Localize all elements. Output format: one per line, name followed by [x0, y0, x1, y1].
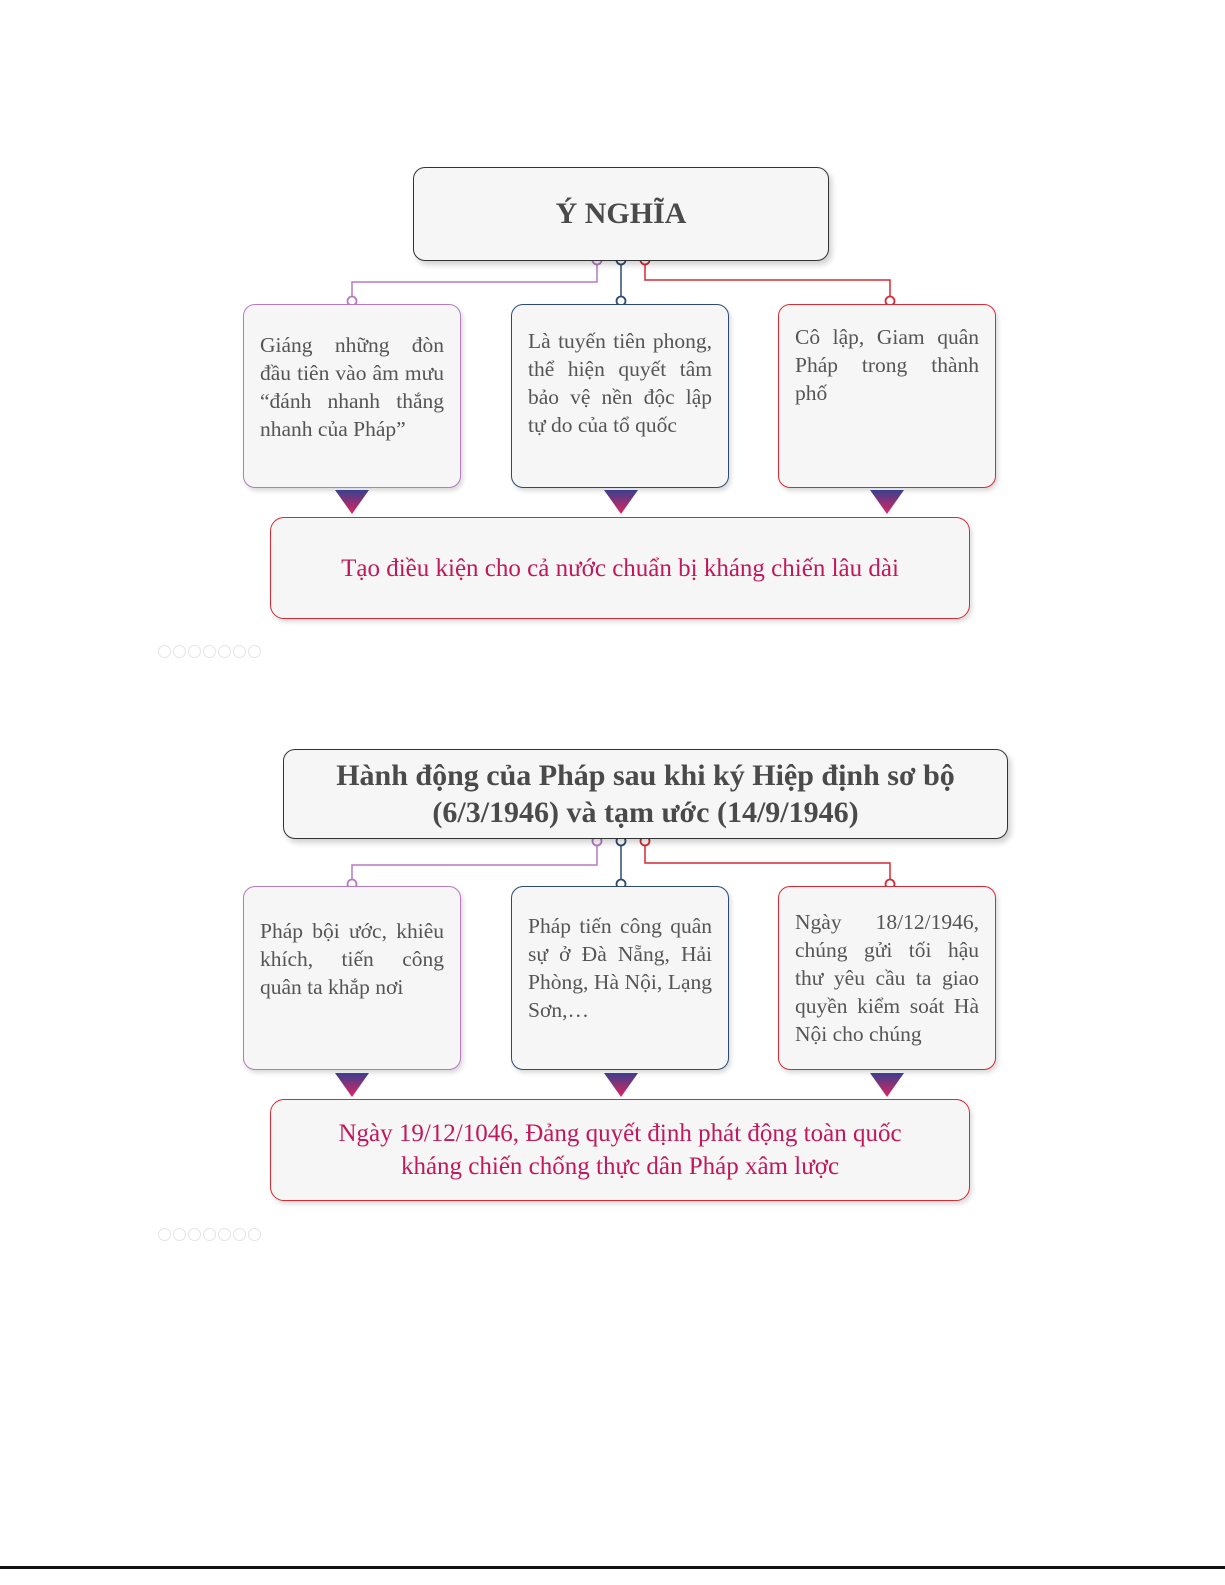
branch-text: Pháp bội ước, khiêu khích, tiến công quân ta khắp nơi [260, 919, 444, 999]
faint-circle-icon [158, 645, 171, 658]
result-box [270, 517, 970, 619]
faint-circle-icon [218, 645, 231, 658]
faint-circle-icon [233, 645, 246, 658]
faint-toolbar [158, 645, 261, 658]
faint-circle-icon [188, 1228, 201, 1241]
diagram-title [413, 167, 829, 261]
branch-text: Là tuyến tiên phong, thể hiện quyết tâm bảo vệ nền độc lập tự do của tổ quốc [528, 329, 712, 437]
result-text: Tạo điều kiện cho cả nước chuẩn bị kháng chiến lâu dài [341, 554, 899, 582]
branch-text: Cô lập, Giam quân Pháp trong thành phố [795, 325, 979, 405]
down-arrow-icon [604, 490, 638, 514]
branch-text: Pháp tiến công quân sự ở Đà Nẵng, Hải Phòng, Hà Nội, Lạng Sơn,… [528, 914, 712, 1022]
faint-circle-icon [158, 1228, 171, 1241]
down-arrow-icon [335, 1073, 369, 1097]
branch-box-center [511, 886, 729, 1070]
faint-circle-icon [203, 645, 216, 658]
faint-circle-icon [173, 1228, 186, 1241]
branch-box-right [778, 886, 996, 1070]
faint-circle-icon [218, 1228, 231, 1241]
page-footer-line [0, 1566, 1225, 1569]
down-arrow-icon [870, 1073, 904, 1097]
faint-circle-icon [203, 1228, 216, 1241]
branch-box-right [778, 304, 996, 488]
down-arrow-icon [604, 1073, 638, 1097]
branch-box-left [243, 886, 461, 1070]
branch-text: Giáng những đòn đầu tiên vào âm mưu “đánh nhanh thắng nhanh của Pháp” [260, 333, 444, 441]
faint-circle-icon [233, 1228, 246, 1241]
down-arrow-icon [870, 490, 904, 514]
title-text: Ý NGHĨA [555, 197, 687, 231]
branch-text: Ngày 18/12/1946, chúng gửi tối hậu thư yêu cầu ta giao quyền kiểm soát Hà Nội cho chúng [795, 910, 979, 1046]
branch-box-center [511, 304, 729, 488]
faint-circle-icon [248, 645, 261, 658]
faint-circle-icon [188, 645, 201, 658]
faint-circle-icon [173, 645, 186, 658]
down-arrow-icon [335, 490, 369, 514]
branch-box-left [243, 304, 461, 488]
diagram-title [283, 749, 1008, 839]
title-text: Hành động của Pháp sau khi ký Hiệp định sơ bộ (6/3/1946) và tạm ước (14/9/1946) [336, 758, 955, 829]
meaning-diagram [0, 160, 1225, 640]
result-text: Ngày 19/12/1046, Đảng quyết định phát động toàn quốc kháng chiến chống thực dân Pháp xâm lược [338, 1120, 902, 1180]
result-box [270, 1099, 970, 1201]
faint-toolbar [158, 1228, 261, 1241]
french-actions-diagram [0, 745, 1225, 1225]
faint-circle-icon [248, 1228, 261, 1241]
